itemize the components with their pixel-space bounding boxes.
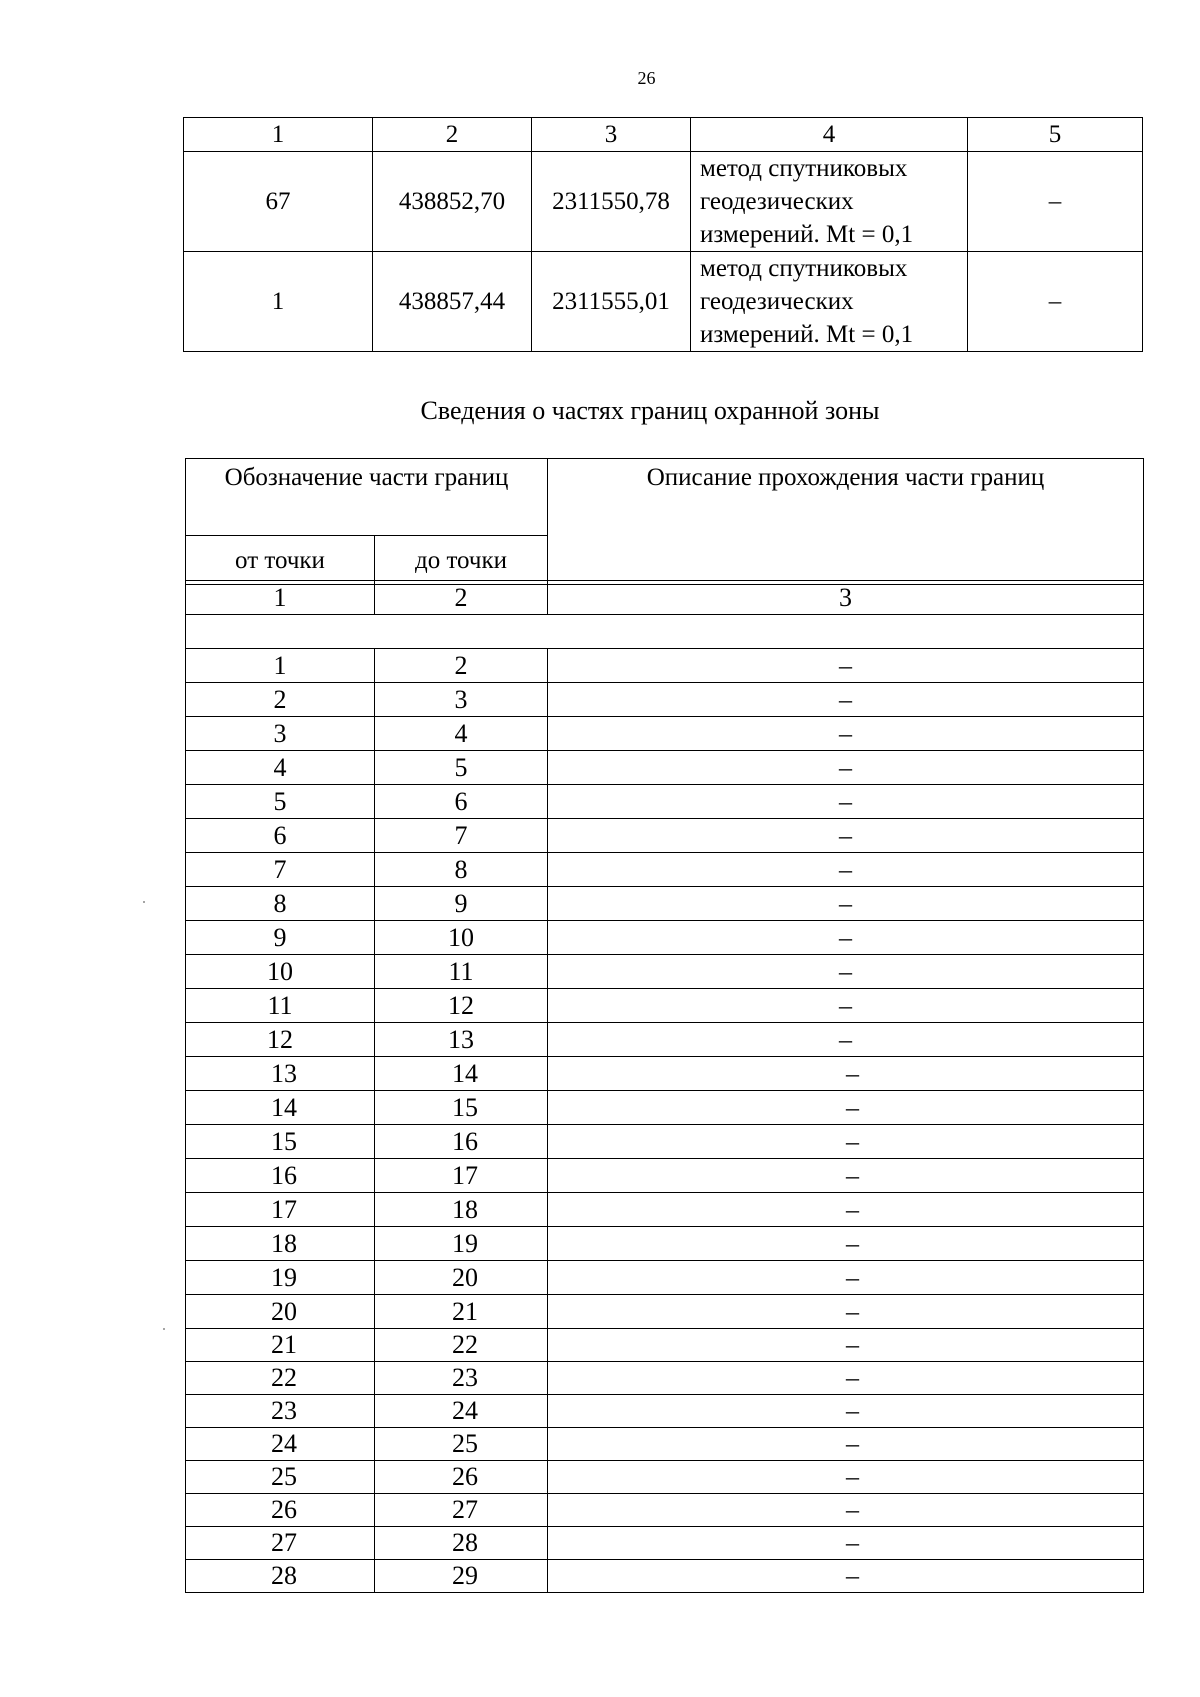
description-cell: – xyxy=(548,1428,1144,1461)
from-point-cell: 5 xyxy=(186,785,375,819)
table-row xyxy=(186,1057,1144,1091)
blank-row xyxy=(186,615,1144,649)
to-point-cell: 25 xyxy=(375,1428,548,1461)
to-point-cell: 26 xyxy=(375,1461,548,1494)
description-cell: – xyxy=(548,853,1144,887)
description-cell: – xyxy=(548,1023,1144,1057)
table-row xyxy=(186,1023,1144,1057)
description-cell: – xyxy=(548,751,1144,785)
table-row xyxy=(186,1227,1144,1261)
from-point-cell: 10 xyxy=(186,955,375,989)
parts-table-header xyxy=(185,458,1144,585)
x-coordinate-cell: 438852,70 xyxy=(373,152,532,252)
to-point-cell: 16 xyxy=(375,1125,548,1159)
description-cell: – xyxy=(548,649,1144,683)
column-number-cell: 2 xyxy=(373,118,532,152)
table-row xyxy=(186,1527,1144,1560)
table-row xyxy=(186,751,1144,785)
from-point-cell: 23 xyxy=(186,1395,375,1428)
point-number-cell: 67 xyxy=(184,152,373,252)
description-cell: – xyxy=(548,1329,1144,1362)
to-point-cell: 4 xyxy=(375,717,548,751)
description-cell: – xyxy=(548,1494,1144,1527)
method-line: метод спутниковых xyxy=(700,155,908,182)
coordinates-header-row xyxy=(184,118,1143,152)
table-row xyxy=(186,1125,1144,1159)
description-cell: – xyxy=(548,1527,1144,1560)
column-number-cell: 3 xyxy=(548,581,1144,615)
column-number-cell: 2 xyxy=(375,581,548,615)
from-point-cell: 12 xyxy=(186,1023,375,1057)
method-line: измерений. Mt = 0,1 xyxy=(700,321,914,348)
table-row xyxy=(186,683,1144,717)
method-line: метод спутниковых xyxy=(700,255,908,282)
from-point-cell: 20 xyxy=(186,1295,375,1329)
description-cell: – xyxy=(548,1057,1144,1091)
from-point-header: от точки xyxy=(186,536,375,585)
to-point-cell: 24 xyxy=(375,1395,548,1428)
description-cell: – xyxy=(548,1461,1144,1494)
to-point-cell: 15 xyxy=(375,1091,548,1125)
table-row xyxy=(186,989,1144,1023)
to-point-cell: 3 xyxy=(375,683,548,717)
scan-speck xyxy=(163,1328,165,1330)
to-point-cell: 22 xyxy=(375,1329,548,1362)
to-point-cell: 21 xyxy=(375,1295,548,1329)
to-point-cell: 20 xyxy=(375,1261,548,1295)
description-cell: – xyxy=(548,989,1144,1023)
column-number-row xyxy=(186,581,1144,615)
from-point-cell: 13 xyxy=(186,1057,375,1091)
x-coordinate-cell: 438857,44 xyxy=(373,252,532,352)
table-row xyxy=(186,1329,1144,1362)
description-cell: – xyxy=(548,1362,1144,1395)
from-point-cell: 24 xyxy=(186,1428,375,1461)
description-cell: – xyxy=(548,921,1144,955)
from-point-cell: 1 xyxy=(186,649,375,683)
from-point-cell: 14 xyxy=(186,1091,375,1125)
table-row xyxy=(186,1494,1144,1527)
to-point-cell: 19 xyxy=(375,1227,548,1261)
method-line: геодезических xyxy=(700,288,854,315)
coordinates-row xyxy=(184,252,1143,352)
designation-header: Обозначение части границ xyxy=(186,459,548,536)
parts-table xyxy=(185,580,1144,1593)
to-point-cell: 27 xyxy=(375,1494,548,1527)
section-title: Сведения о частях границ охранной зоны xyxy=(420,396,880,425)
description-cell: – xyxy=(548,1261,1144,1295)
description-cell: – xyxy=(548,819,1144,853)
to-point-cell: 5 xyxy=(375,751,548,785)
from-point-cell: 3 xyxy=(186,717,375,751)
to-point-header: до точки xyxy=(375,536,548,585)
from-point-cell: 16 xyxy=(186,1159,375,1193)
method-cell xyxy=(691,152,968,252)
column-number-cell: 3 xyxy=(532,118,691,152)
to-point-cell: 29 xyxy=(375,1560,548,1593)
description-cell: – xyxy=(548,1159,1144,1193)
description-cell: – xyxy=(548,1227,1144,1261)
description-cell: – xyxy=(548,955,1144,989)
to-point-cell: 23 xyxy=(375,1362,548,1395)
description-cell: – xyxy=(548,683,1144,717)
table-row xyxy=(186,819,1144,853)
to-point-cell: 28 xyxy=(375,1527,548,1560)
method-line: геодезических xyxy=(700,188,854,215)
from-point-cell: 18 xyxy=(186,1227,375,1261)
description-cell: – xyxy=(548,1395,1144,1428)
y-coordinate-cell: 2311555,01 xyxy=(532,252,691,352)
table-row xyxy=(186,1193,1144,1227)
table-row xyxy=(186,1261,1144,1295)
from-point-cell: 2 xyxy=(186,683,375,717)
from-point-cell: 4 xyxy=(186,751,375,785)
column-number-cell: 5 xyxy=(968,118,1143,152)
column-number-cell: 1 xyxy=(184,118,373,152)
from-point-cell: 26 xyxy=(186,1494,375,1527)
table-row xyxy=(186,955,1144,989)
table-row xyxy=(186,1159,1144,1193)
from-point-cell: 27 xyxy=(186,1527,375,1560)
to-point-cell: 7 xyxy=(375,819,548,853)
description-header: Описание прохождения части границ xyxy=(548,459,1144,585)
from-point-cell: 7 xyxy=(186,853,375,887)
from-point-cell: 21 xyxy=(186,1329,375,1362)
table-row xyxy=(186,717,1144,751)
to-point-cell: 12 xyxy=(375,989,548,1023)
from-point-cell: 19 xyxy=(186,1261,375,1295)
blank-cell xyxy=(186,615,1144,649)
from-point-cell: 8 xyxy=(186,887,375,921)
table-row xyxy=(186,1428,1144,1461)
scan-speck xyxy=(143,901,145,903)
from-point-cell: 17 xyxy=(186,1193,375,1227)
table-row xyxy=(186,1461,1144,1494)
to-point-cell: 17 xyxy=(375,1159,548,1193)
note-cell: – xyxy=(968,252,1143,352)
table-row xyxy=(186,853,1144,887)
column-number-cell: 1 xyxy=(186,581,375,615)
table-row xyxy=(186,785,1144,819)
from-point-cell: 9 xyxy=(186,921,375,955)
description-cell: – xyxy=(548,1295,1144,1329)
table-row xyxy=(186,649,1144,683)
to-point-cell: 18 xyxy=(375,1193,548,1227)
description-cell: – xyxy=(548,1125,1144,1159)
table-row xyxy=(186,1362,1144,1395)
coordinates-table xyxy=(183,117,1143,352)
table-row xyxy=(186,1091,1144,1125)
description-cell: – xyxy=(548,887,1144,921)
y-coordinate-cell: 2311550,78 xyxy=(532,152,691,252)
table-row xyxy=(186,921,1144,955)
note-cell: – xyxy=(968,152,1143,252)
description-cell: – xyxy=(548,1091,1144,1125)
description-cell: – xyxy=(548,785,1144,819)
from-point-cell: 6 xyxy=(186,819,375,853)
table-row xyxy=(186,887,1144,921)
to-point-cell: 9 xyxy=(375,887,548,921)
method-line: измерений. Mt = 0,1 xyxy=(700,221,914,248)
description-cell: – xyxy=(548,717,1144,751)
description-cell: – xyxy=(548,1560,1144,1593)
coordinates-row xyxy=(184,152,1143,252)
point-number-cell: 1 xyxy=(184,252,373,352)
from-point-cell: 25 xyxy=(186,1461,375,1494)
table-row xyxy=(186,1295,1144,1329)
to-point-cell: 6 xyxy=(375,785,548,819)
from-point-cell: 22 xyxy=(186,1362,375,1395)
page-number: 26 xyxy=(637,68,656,88)
from-point-cell: 15 xyxy=(186,1125,375,1159)
to-point-cell: 13 xyxy=(375,1023,548,1057)
to-point-cell: 10 xyxy=(375,921,548,955)
to-point-cell: 14 xyxy=(375,1057,548,1091)
table-row xyxy=(186,1560,1144,1593)
from-point-cell: 11 xyxy=(186,989,375,1023)
table-row xyxy=(186,1395,1144,1428)
to-point-cell: 2 xyxy=(375,649,548,683)
header-row xyxy=(186,459,1144,536)
method-cell xyxy=(691,252,968,352)
description-cell: – xyxy=(548,1193,1144,1227)
from-point-cell: 28 xyxy=(186,1560,375,1593)
to-point-cell: 11 xyxy=(375,955,548,989)
column-number-cell: 4 xyxy=(691,118,968,152)
to-point-cell: 8 xyxy=(375,853,548,887)
